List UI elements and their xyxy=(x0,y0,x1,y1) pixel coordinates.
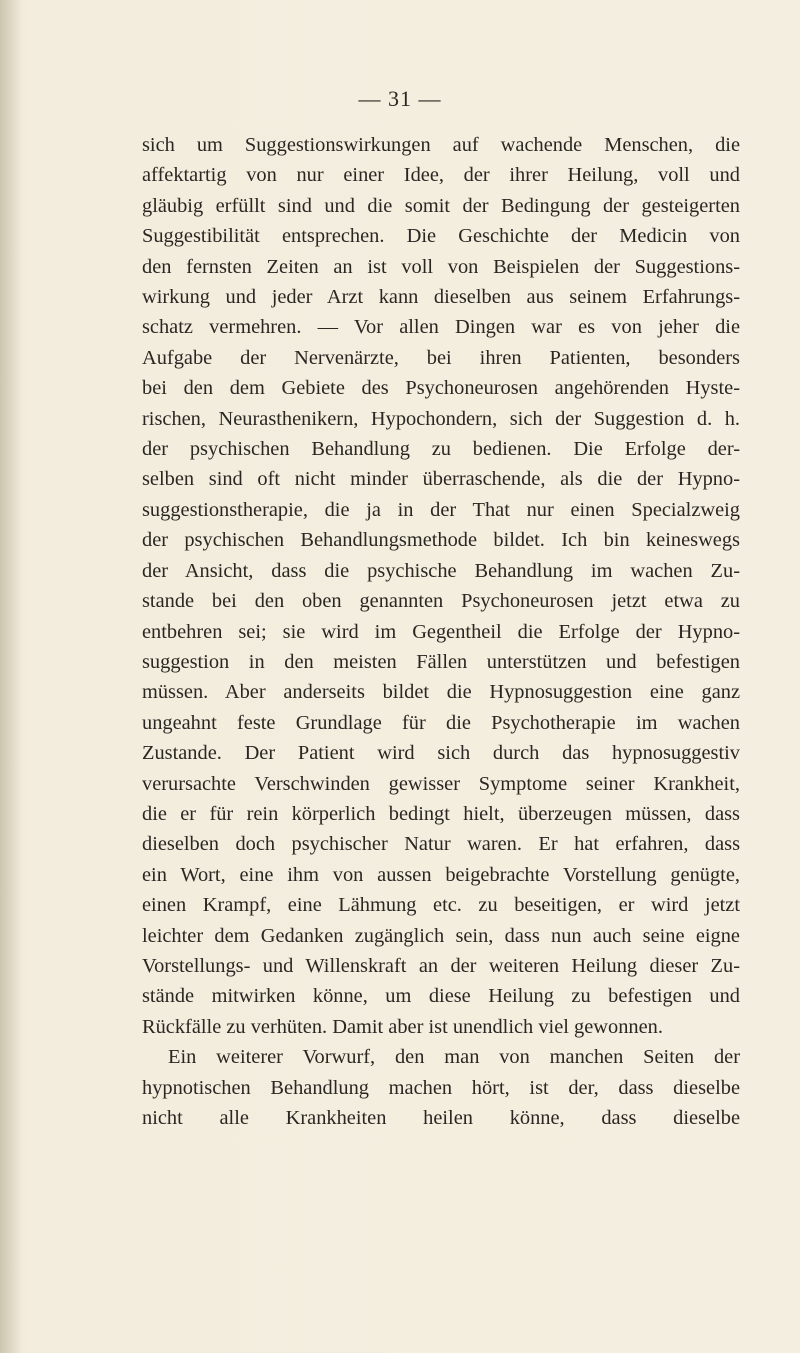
text-line: entbehren sei; sie wird im Gegentheil die Erfolge der Hypno- xyxy=(142,620,740,643)
text-line: ungeahnt feste Grundlage für die Psychotherapie im wachen xyxy=(142,711,740,734)
text-line: leichter dem Gedanken zugänglich sein, dass nun auch seine eigne xyxy=(142,924,740,947)
page-number: — 31 — xyxy=(358,86,442,111)
text-line: selben sind oft nicht minder überraschende, als die der Hypno- xyxy=(142,468,740,491)
text-line: suggestionstherapie, die ja in der That nur einen Specialzweig xyxy=(142,498,740,521)
text-line: der Ansicht, dass die psychische Behandlung im wachen Zu- xyxy=(142,559,740,582)
text-line: wirkung und jeder Arzt kann dieselben aus seinem Erfahrungs- xyxy=(142,286,740,309)
text-line: Zustande. Der Patient wird sich durch das hypnosuggestiv xyxy=(142,742,740,765)
text-line: Ein weiterer Vorwurf, den man von manchen Seiten der xyxy=(168,1046,740,1069)
page-edge-shadow xyxy=(0,0,22,1353)
text-line: suggestion in den meisten Fällen unterstützen und befestigen xyxy=(142,650,740,673)
text-line: stände mitwirken könne, um diese Heilung zu befestigen und xyxy=(142,985,740,1008)
text-line: sich um Suggestionswirkungen auf wachende Menschen, die xyxy=(142,134,740,156)
text-line: ein Wort, eine ihm von aussen beigebrachte Vorstellung genügte, xyxy=(142,863,740,886)
text-line: affektartig von nur einer Idee, der ihrer Heilung, voll und xyxy=(142,164,740,187)
text-line: nicht alle Krankheiten heilen könne, dass dieselbe xyxy=(142,1107,740,1129)
text-line: bei den dem Gebiete des Psychoneurosen angehörenden Hyste- xyxy=(142,377,740,400)
text-line: rischen, Neurasthenikern, Hypochondern, sich der Suggestion d. h. xyxy=(142,407,740,430)
text-line: müssen. Aber anderseits bildet die Hypnosuggestion eine ganz xyxy=(142,681,740,704)
body-text xyxy=(142,130,740,1133)
text-line: die er für rein körperlich bedingt hielt, überzeugen müssen, dass xyxy=(142,802,740,825)
text-line: stande bei den oben genannten Psychoneurosen jetzt etwa zu xyxy=(142,590,740,613)
text-line: Rückfälle zu verhüten. Damit aber ist unendlich viel gewonnen. xyxy=(142,1015,663,1038)
text-line: gläubig erfüllt sind und die somit der Bedingung der gesteigerten xyxy=(142,194,740,217)
text-line: der psychischen Behandlungsmethode bildet. Ich bin keineswegs xyxy=(142,529,740,552)
text-line: der psychischen Behandlung zu bedienen. Die Erfolge der- xyxy=(142,438,740,461)
text-line: dieselben doch psychischer Natur waren. Er hat erfahren, dass xyxy=(142,833,740,856)
text-line: schatz vermehren. — Vor allen Dingen war es von jeher die xyxy=(142,316,740,339)
text-line: Vorstellungs- und Willenskraft an der weiteren Heilung dieser Zu- xyxy=(142,954,740,977)
text-line: verursachte Verschwinden gewisser Symptome seiner Krankheit, xyxy=(142,772,740,795)
text-line: einen Krampf, eine Lähmung etc. zu beseitigen, er wird jetzt xyxy=(142,894,740,917)
text-line: hypnotischen Behandlung machen hört, ist der, dass dieselbe xyxy=(142,1076,740,1099)
text-line: Suggestibilität entsprechen. Die Geschichte der Medicin von xyxy=(142,225,740,248)
text-line: den fernsten Zeiten an ist voll von Beispielen der Suggestions- xyxy=(142,255,740,278)
text-line: Aufgabe der Nervenärzte, bei ihren Patienten, besonders xyxy=(142,346,740,369)
